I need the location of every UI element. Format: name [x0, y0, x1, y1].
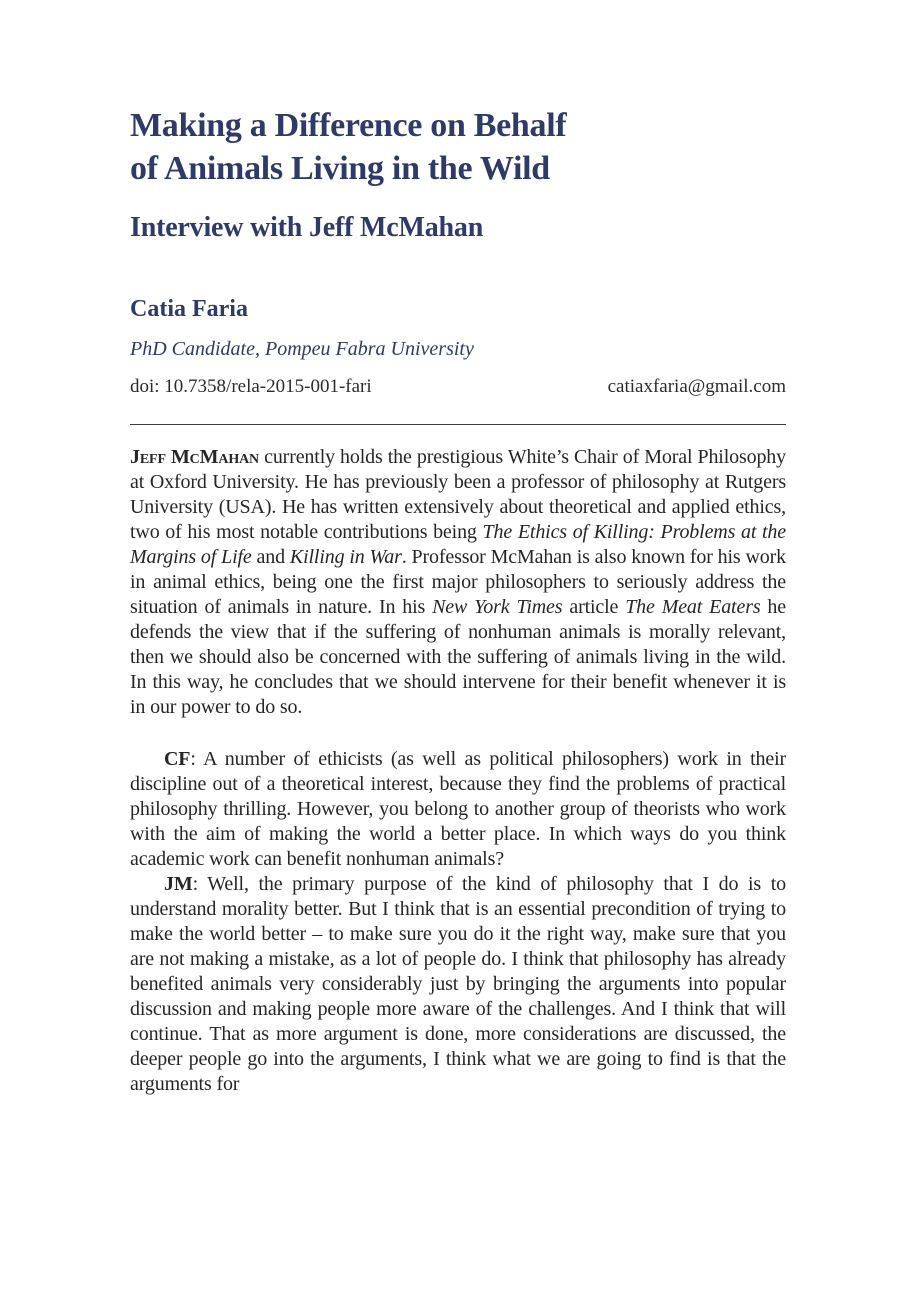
- article-body: [130, 445, 786, 1097]
- paragraph-intro: [130, 445, 786, 720]
- text-segment: he defends the view that if the suffering of nonhuman animals is morally relevant, then we should also be concerned with the suffering of animals living in the wild. In this way, he concludes that we should intervene for their benefit whenever it is in our power to do so.: [130, 596, 786, 718]
- article-meta-row: [130, 375, 786, 399]
- text-segment: Jeff McMahan: [130, 446, 259, 468]
- doi-text: doi: 10.7358/rela-2015-001-fari: [130, 376, 372, 397]
- text-segment: and: [251, 546, 290, 568]
- text-segment: The Ethics of Killing: Problems at the Margins of Life: [130, 521, 786, 568]
- article-title-line-2: of Animals Living in the Wild: [130, 150, 550, 187]
- header-rule: [130, 424, 786, 425]
- text-segment: JM: [164, 873, 193, 895]
- paragraph-cf-question: [130, 747, 786, 872]
- text-segment: currently holds the prestigious White’s Chair of Moral Philosophy at Oxford University. He has previously been a professor of philosophy at Rutgers University (USA). He has written extensively about theoretical and applied ethics, two of his most notable contributions being: [130, 446, 787, 543]
- text-segment: article: [562, 596, 626, 618]
- text-segment: CF: [164, 748, 191, 770]
- text-segment: Killing in War: [289, 546, 402, 568]
- article-subtitle: Interview with Jeff McMahan: [130, 212, 484, 243]
- article-title: [130, 104, 786, 190]
- text-segment: : A number of ethicists (as well as political philosophers) work in their discipline out of a theoretical interest, because they find the problems of practical philosophy thrilling. However, you belong to another group of theorists who work with the aim of making the world a better place. In which ways do you think academic work can benefit nonhuman animals?: [130, 748, 786, 870]
- article-header: [130, 104, 786, 399]
- author-affiliation: PhD Candidate, Pompeu Fabra University: [130, 338, 474, 360]
- text-segment: . Professor McMahan is also known for his work in animal ethics, being one the first major philosophers to seriously address the situation of animals in nature. In his: [130, 546, 786, 618]
- text-segment: The Meat Eaters: [625, 596, 761, 618]
- article-title-line-1: Making a Difference on Behalf: [130, 107, 567, 144]
- paragraph-jm-answer: [130, 872, 786, 1097]
- text-segment: New York Times: [432, 596, 563, 618]
- author-email: catiaxfaria@gmail.com: [607, 376, 786, 397]
- text-segment: : Well, the primary purpose of the kind of philosophy that I do is to understand morality better. But I think that is an essential precondition of trying to make the world better – to make sure you do it the right way, make sure that you are not making a mistake, as a lot of people do. I think that philosophy has already benefited animals very considerably just by bringing the arguments into popular discussion and making people more aware of the challenges. And I think that will continue. That as more argument is done, more considerations are discussed, the deeper people go into the arguments, I think what we are going to find is that the arguments for: [130, 873, 786, 1095]
- author-name: Catia Faria: [130, 296, 248, 322]
